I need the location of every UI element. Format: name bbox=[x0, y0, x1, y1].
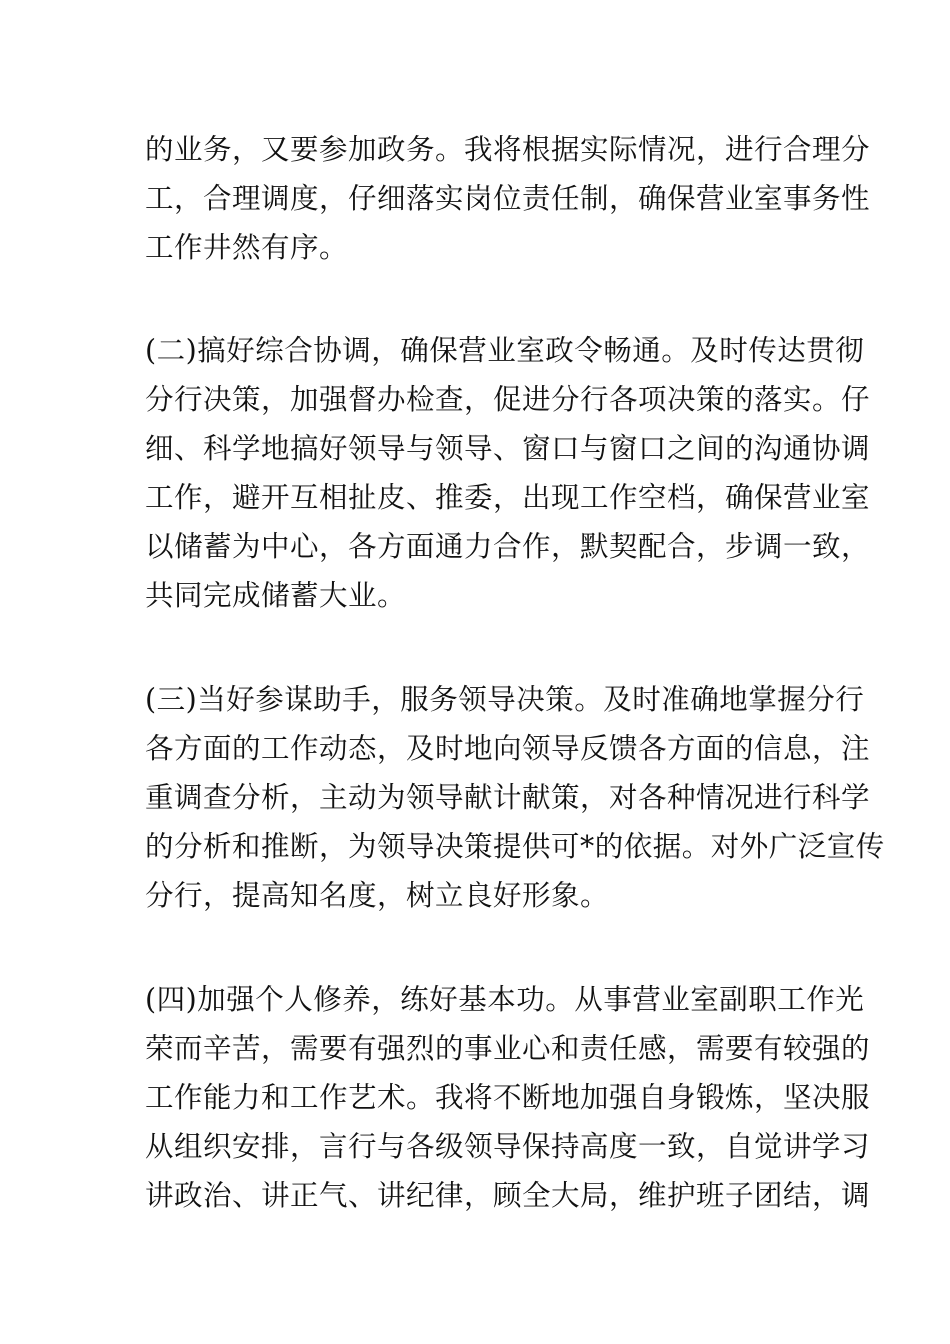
text-line: 分行，提高知名度，树立良好形象。 bbox=[145, 879, 610, 912]
text-line: (二)搞好综合协调，确保营业室政令畅通。及时传达贯彻 bbox=[145, 334, 865, 367]
text-line: 以储蓄为中心，各方面通力合作，默契配合，步调一致， bbox=[145, 530, 871, 563]
text-line: 重调查分析，主动为领导献计献策，对各种情况进行科学 bbox=[145, 781, 871, 814]
text-line: 从组织安排，言行与各级领导保持高度一致，自觉讲学习 bbox=[145, 1130, 871, 1163]
paragraph-self-cultivation bbox=[145, 975, 871, 1220]
text-line: 荣而辛苦，需要有强烈的事业心和责任感，需要有较强的 bbox=[145, 1032, 871, 1065]
text-line: 的分析和推断，为领导决策提供可*的依据。对外广泛宣传 bbox=[145, 830, 885, 863]
text-line: 细、科学地搞好领导与领导、窗口与窗口之间的沟通协调 bbox=[145, 432, 871, 465]
text-line: 工作，避开互相扯皮、推委，出现工作空档，确保营业室 bbox=[145, 481, 871, 514]
text-line: 各方面的工作动态，及时地向领导反馈各方面的信息，注 bbox=[145, 732, 871, 765]
paragraph-continuation bbox=[145, 125, 871, 272]
text-line: 讲政治、讲正气、讲纪律，顾全大局，维护班子团结，调 bbox=[145, 1179, 871, 1212]
text-line: (三)当好参谋助手，服务领导决策。及时准确地掌握分行 bbox=[145, 683, 865, 716]
text-line: 的业务，又要参加政务。我将根据实际情况，进行合理分 bbox=[145, 133, 871, 166]
paragraph-coordination bbox=[145, 326, 871, 620]
paragraph-advisor bbox=[145, 675, 885, 920]
text-line: 工，合理调度，仔细落实岗位责任制，确保营业室事务性 bbox=[145, 182, 871, 215]
text-line: 分行决策，加强督办检查，促进分行各项决策的落实。仔 bbox=[145, 383, 871, 416]
text-line: (四)加强个人修养，练好基本功。从事营业室副职工作光 bbox=[145, 983, 865, 1016]
text-line: 共同完成储蓄大业。 bbox=[145, 579, 407, 612]
text-line: 工作能力和工作艺术。我将不断地加强自身锻炼，坚决服 bbox=[145, 1081, 871, 1114]
text-line: 工作井然有序。 bbox=[145, 231, 349, 264]
